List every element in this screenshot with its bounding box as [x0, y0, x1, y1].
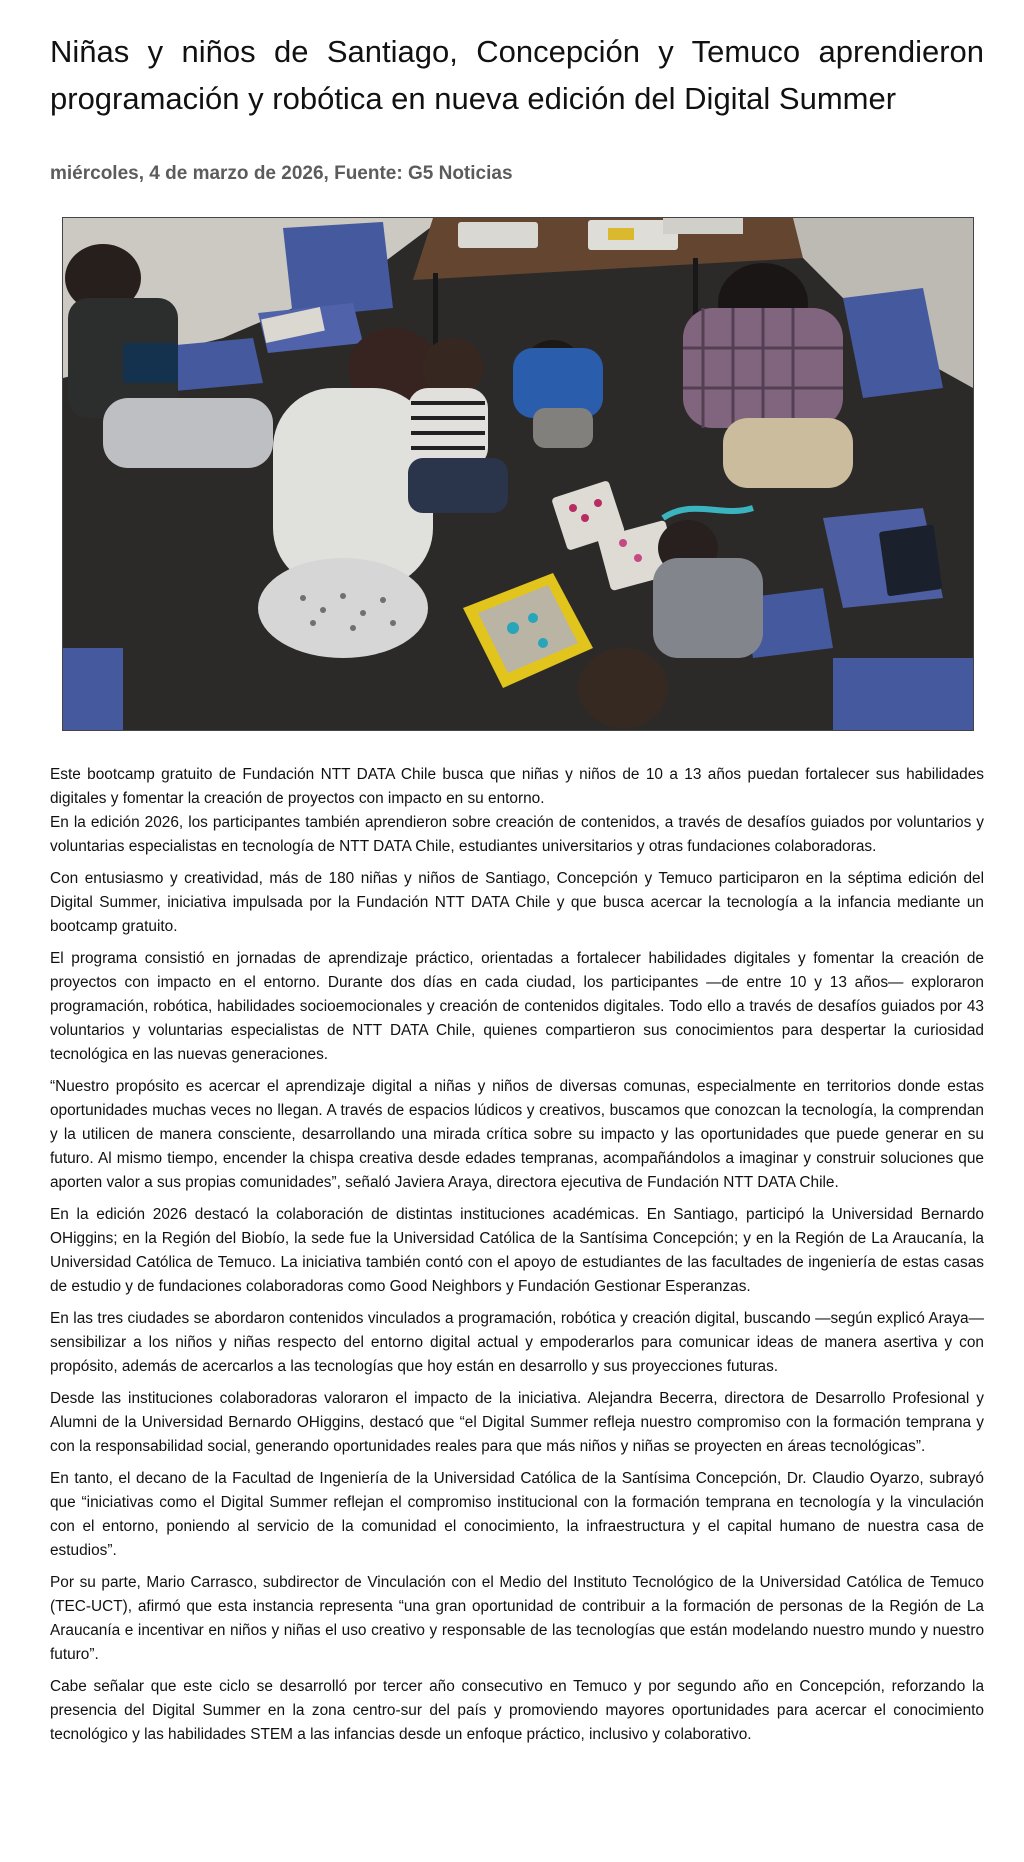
paragraph: El programa consistió en jornadas de aprendizaje práctico, orientadas a fortalecer habilidades digitales y fomentar la creación de proyectos con impacto en el entorno. Durante dos días en cada ciudad, los participantes —de entre 10 y 13 años— exploraron programación, robótica, habilidades socioemocionales y creación de contenidos digitales. Todo ello a través de desafíos guiados por 43 voluntarios y voluntarias especialistas de NTT DATA Chile, quienes compartieron sus conocimientos para despertar la curiosidad tecnológica en las nuevas generaciones. — [50, 950, 984, 1063]
children-robotics-photo — [63, 218, 973, 730]
paragraph: Por su parte, Mario Carrasco, subdirector de Vinculación con el Medio del Instituto Tecnológico de la Universidad Católica de Temuco (TEC-UCT), afirmó que esta instancia representa “una gran oportunidad de contribuir a la formación de personas de la Región de La Araucanía e incentivar en niños y niñas el uso creativo y responsable de las tecnologías que están modelando nuestro mundo y nuestro futuro”. — [50, 1574, 984, 1663]
article-photo — [62, 217, 974, 731]
paragraph: Este bootcamp gratuito de Fundación NTT DATA Chile busca que niñas y niños de 10 a 13 años puedan fortalecer sus habilidades digitales y fomentar la creación de proyectos con impacto en su entorno. — [50, 766, 984, 807]
article-body — [50, 763, 984, 1747]
paragraph: En las tres ciudades se abordaron contenidos vinculados a programación, robótica y creación digital, buscando —según explicó Araya— sensibilizar a los niños y niñas respecto del entorno digital actual y empoderarlos para comunicar ideas de manera asertiva y con propósito, además de acercarlos a las tecnologías que hoy están en desarrollo y sus proyecciones futuras. — [50, 1310, 984, 1375]
paragraph: “Nuestro propósito es acercar el aprendizaje digital a niñas y niños de diversas comunas, especialmente en territorios donde estas oportunidades muchas veces no llegan. A través de espacios lúdicos y creativos, buscamos que conozcan la tecnología, la comprendan y la utilicen de manera consciente, desarrollando una mirada crítica sobre su impacto y las oportunidades que puede generar en su futuro. Al mismo tiempo, encender la chispa creativa desde edades tempranas, acompañándolos a imaginar y construir soluciones que aporten valor a sus propias comunidades”, señaló Javiera Araya, directora ejecutiva de Fundación NTT DATA Chile. — [50, 1078, 984, 1191]
paragraph: En la edición 2026, los participantes también aprendieron sobre creación de contenidos, a través de desafíos guiados por voluntarios y voluntarias especialistas en tecnología de NTT DATA Chile, estudiantes universitarios y otras fundaciones colaboradoras. — [50, 814, 984, 855]
paragraph: En tanto, el decano de la Facultad de Ingeniería de la Universidad Católica de la Santísima Concepción, Dr. Claudio Oyarzo, subrayó que “iniciativas como el Digital Summer reflejan el compromiso institucional con la formación temprana en tecnología y la vinculación con el entorno, poniendo al servicio de la comunidad el conocimiento, la infraestructura y el capital humano de nuestra casa de estudios”. — [50, 1470, 984, 1559]
paragraph: Cabe señalar que este ciclo se desarrolló por tercer año consecutivo en Temuco y por segundo año en Concepción, reforzando la presencia del Digital Summer en la zona centro-sur del país y promoviendo mayores oportunidades para acercar el conocimiento tecnológico y las habilidades STEM a las infancias desde un enfoque práctico, inclusivo y colaborativo. — [50, 1678, 984, 1743]
paragraph: Desde las instituciones colaboradoras valoraron el impacto de la iniciativa. Alejandra Becerra, directora de Desarrollo Profesional y Alumni de la Universidad Bernardo OHiggins, destacó que “el Digital Summer refleja nuestro compromiso con la formación temprana y con la responsabilidad social, generando oportunidades reales para que más niños y niñas se proyecten en áreas tecnológicas”. — [50, 1390, 984, 1455]
paragraph: Con entusiasmo y creatividad, más de 180 niñas y niños de Santiago, Concepción y Temuco participaron en la séptima edición del Digital Summer, iniciativa impulsada por la Fundación NTT DATA Chile y que busca acercar la tecnología a la infancia mediante un bootcamp gratuito. — [50, 870, 984, 935]
article-title: Niñas y niños de Santiago, Concepción y Temuco aprendieron programación y robótica en nueva edición del Digital Summer — [50, 34, 984, 116]
article-meta: miércoles, 4 de marzo de 2026, Fuente: G5 Noticias — [50, 163, 513, 184]
paragraph: En la edición 2026 destacó la colaboración de distintas instituciones académicas. En Santiago, participó la Universidad Bernardo OHiggins; en la Región del Biobío, la sede fue la Universidad Católica de la Santísima Concepción; y en la Región de La Araucanía, la Universidad Católica de Temuco. La iniciativa también contó con el apoyo de estudiantes de las facultades de ingeniería de estas casas de estudio y de fundaciones colaboradoras como Good Neighbors y Fundación Gestionar Esperanzas. — [50, 1206, 984, 1295]
